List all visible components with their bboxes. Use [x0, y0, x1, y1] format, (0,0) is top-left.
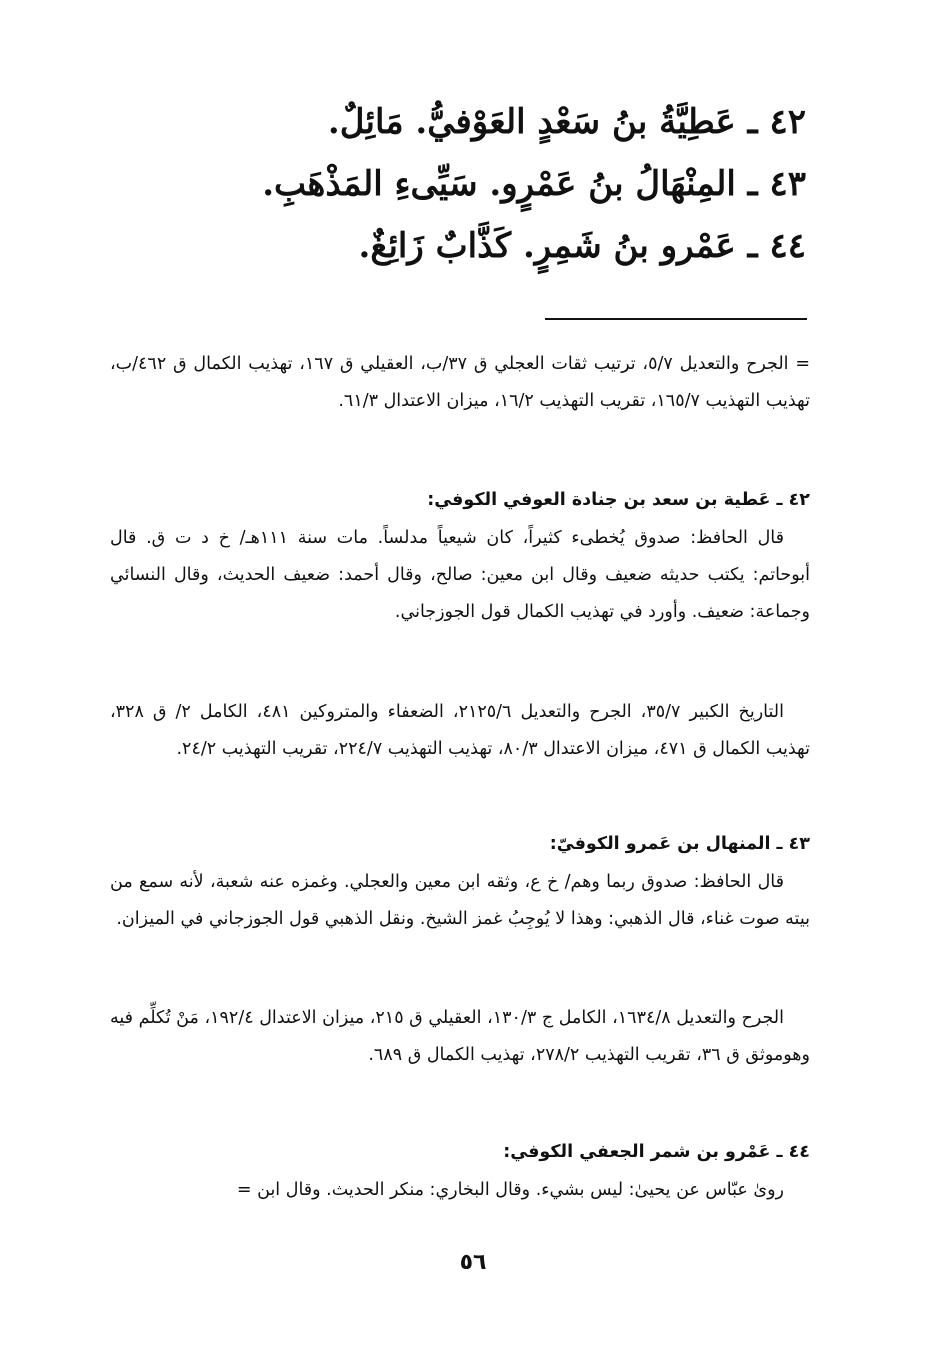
footnote-42-heading [110, 482, 810, 519]
footnote-42-text-1: قال الحافظ: صدوق يُخطىء كثيراً، كان شيعياً مدلساً. مات سنة ١١١هـ/ خ د ت ق. قال أبوحاتم: يكتب حديثه ضعيف وقال ابن معين: صالح، وقال أحمد: ضعيف الحديث، وقال النسائي وجماعة: ضعيف. وأورد في تهذيب الكمال قول الجوزجاني. [110, 528, 810, 622]
main-entry-43: ٤٣ ـ المِنْهَالُ بنُ عَمْرٍو. سَيِّىءِ المَذْهَبِ. [262, 164, 806, 204]
footnote-42-text-2: التاريخ الكبير ٣٥/٧، الجرح والتعديل ٢١٢٥/٦، الضعفاء والمتروكين ٤٨١، الكامل ٢/ ق ٣٢٨، تهذيب الكمال ق ٤٧١، ميزان الاعتدال ٨٠/٣، تهذيب التهذيب ٢٢٤/٧، تقريب التهذيب ٢٤/٢. [110, 702, 810, 759]
footnote-44-paragraph-1 [110, 1172, 810, 1209]
footnote-43-text-2: الجرح والتعديل ١٦٣٤/٨، الكامل ج ١٣٠/٣، العقيلي ق ٢١٥، ميزان الاعتدال ١٩٢/٤، مَنْ تُكلِّم فيه وهوموثق ق ٣٦، تقريب التهذيب ٢٧٨/٢، تهذيب الكمال ق ٦٨٩. [110, 1008, 810, 1065]
footnote-43-text-1: قال الحافظ: صدوق ربما وهم/ خ ع، وثقه ابن معين والعجلي. وغمزه عنه شعبة، لأنه سمع من بيته صوت غناء، قال الذهبي: وهذا لا يُوجِبُ غمز الشيخ. ونقل الذهبي قول الجوزجاني في الميزان. [110, 872, 810, 929]
main-entry-44: ٤٤ ـ عَمْرو بنُ شَمِرٍ. كَذَّابٌ زَائِغٌ. [358, 226, 806, 266]
footnote-43-paragraph-1 [110, 864, 810, 938]
footnote-continuation [110, 346, 810, 420]
footnote-44-heading [110, 1134, 810, 1171]
footnote-44-text-1: روىٰ عبّاس عن يحيىٰ: ليس بشيء. وقال البخاري: منكر الحديث. وقال ابن = [236, 1180, 784, 1200]
footnote-42-title: ٤٢ ـ عَطية بن سعد بن جنادة العوفي الكوفي: [427, 490, 810, 510]
page-number: ٥٦ [459, 1250, 487, 1275]
footnote-42-paragraph-1 [110, 520, 810, 631]
footnote-43-heading [110, 826, 810, 863]
footnote-continuation-text: = الجرح والتعديل ٥/٧، ترتيب ثقات العجلي ق ٣٧/ب، العقيلي ق ١٦٧، تهذيب الكمال ق ٤٦٢/ب، تهذيب التهذيب ١٦٥/٧، تقريب التهذيب ١٦/٢، ميزان الاعتدال ٦١/٣. [110, 354, 810, 411]
footnote-42-paragraph-2 [110, 694, 810, 768]
footnote-separator [545, 318, 807, 320]
footnote-43-paragraph-2 [110, 1000, 810, 1074]
footnote-43-title: ٤٣ ـ المنهال بن عَمرو الكوفيّ: [549, 834, 810, 854]
main-entry-42: ٤٢ ـ عَطِيَّةُ بنُ سَعْدٍ العَوْفيُّ. مَائِلٌ. [327, 102, 806, 142]
footnote-44-title: ٤٤ ـ عَمْرو بن شمر الجعفي الكوفي: [503, 1142, 810, 1162]
